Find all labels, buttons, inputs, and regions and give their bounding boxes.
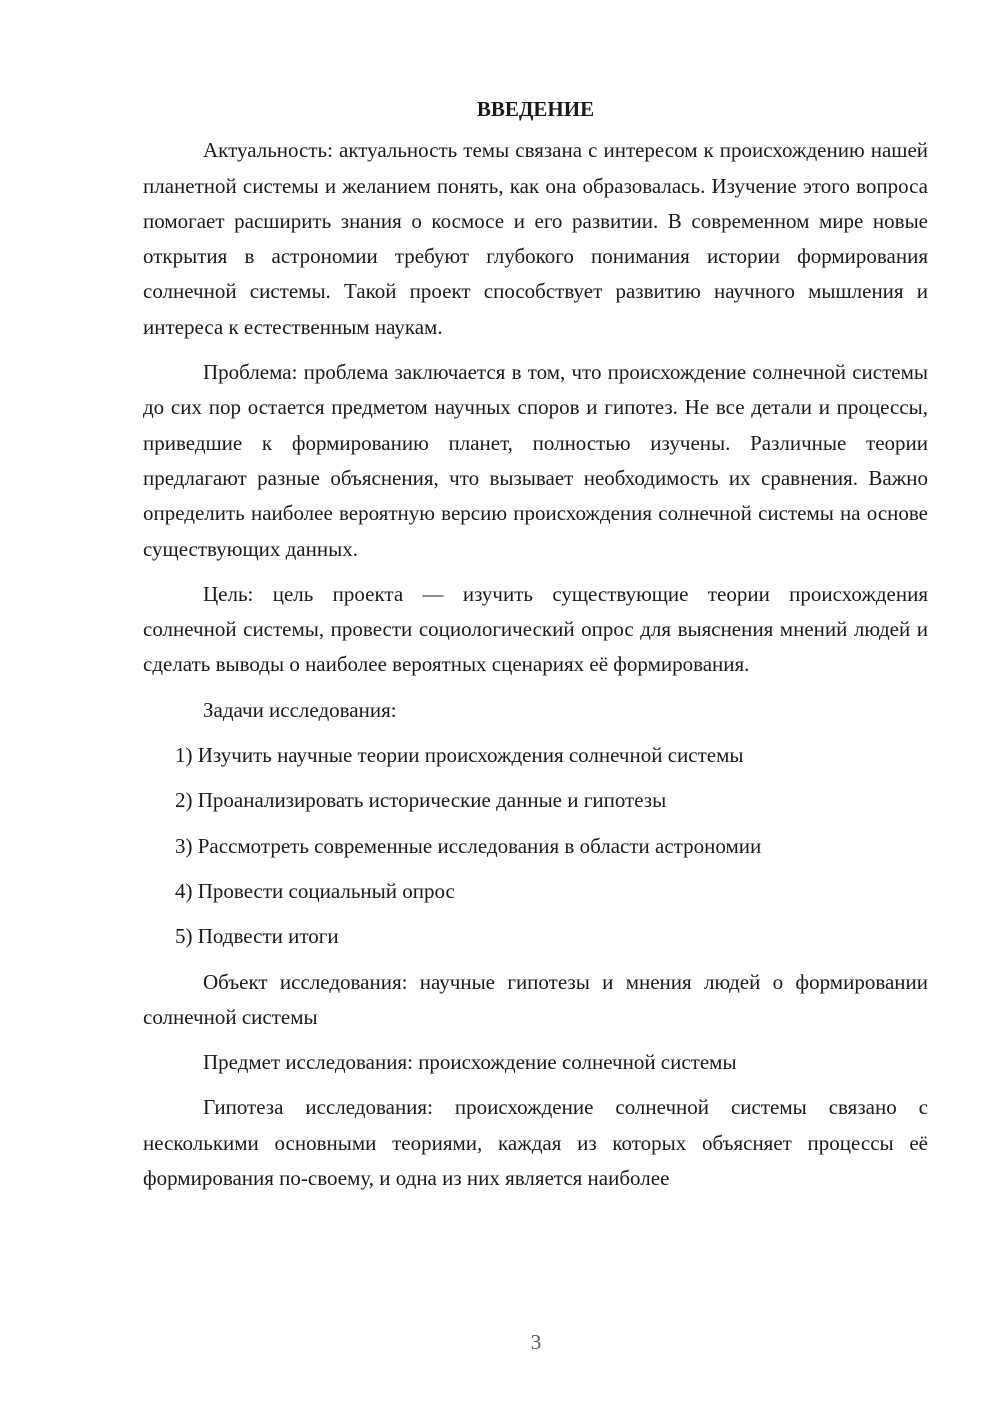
- subject-paragraph: Предмет исследования: происхождение солнечной системы: [203, 1050, 737, 1075]
- list-item: 5) Подвести итоги: [175, 924, 339, 949]
- list-item: 3) Рассмотреть современные исследования в области астрономии: [175, 833, 762, 858]
- document-page: [143, 92, 928, 1206]
- goal-paragraph: Цель: цель проекта — изучить существующие теории происхождения солнечной системы, провести социологический опрос для выяснения мнений людей и сделать выводы о наиболее вероятных сценариях её формирования.: [143, 581, 928, 677]
- problem-paragraph: Проблема: проблема заключается в том, что происхождение солнечной системы до сих пор остается предметом научных споров и гипотез. Не все детали и процессы, приведшие к формированию планет, полностью изучены. Различные теории предлагают разные объяснения, что вызывает необходимость их сравнения. Важно определить наиболее вероятную версию происхождения солнечной системы на основе существующих данных.: [143, 360, 928, 561]
- relevance-paragraph: Актуальность: актуальность темы связана с интересом к происхождению нашей планетной системы и желанием понять, как она образовалась. Изучение этого вопроса помогает расширить знания о космосе и его развитии. В современном мире новые открытия в астрономии требуют глубокого понимания истории формирования солнечной системы. Такой проект способствует развитию научного мышления и интереса к естественным наукам.: [143, 138, 928, 339]
- page-number: 3: [530, 1330, 542, 1354]
- hypothesis-paragraph: Гипотеза исследования: происхождение солнечной системы связано с несколькими основными теориями, каждая из которых объясняет процессы её формирования по-своему, и одна из них является наиболее: [143, 1095, 928, 1191]
- page-title: ВВЕДЕНИЕ: [476, 97, 595, 121]
- object-paragraph: Объект исследования: научные гипотезы и мнения людей о формировании солнечной системы: [143, 969, 928, 1029]
- tasks-list: [143, 738, 928, 954]
- list-item: 1) Изучить научные теории происхождения солнечной системы: [175, 743, 744, 768]
- tasks-title: Задачи исследования:: [203, 697, 397, 722]
- list-item: 2) Проанализировать исторические данные и гипотезы: [175, 788, 667, 813]
- list-item: 4) Провести социальный опрос: [175, 878, 455, 903]
